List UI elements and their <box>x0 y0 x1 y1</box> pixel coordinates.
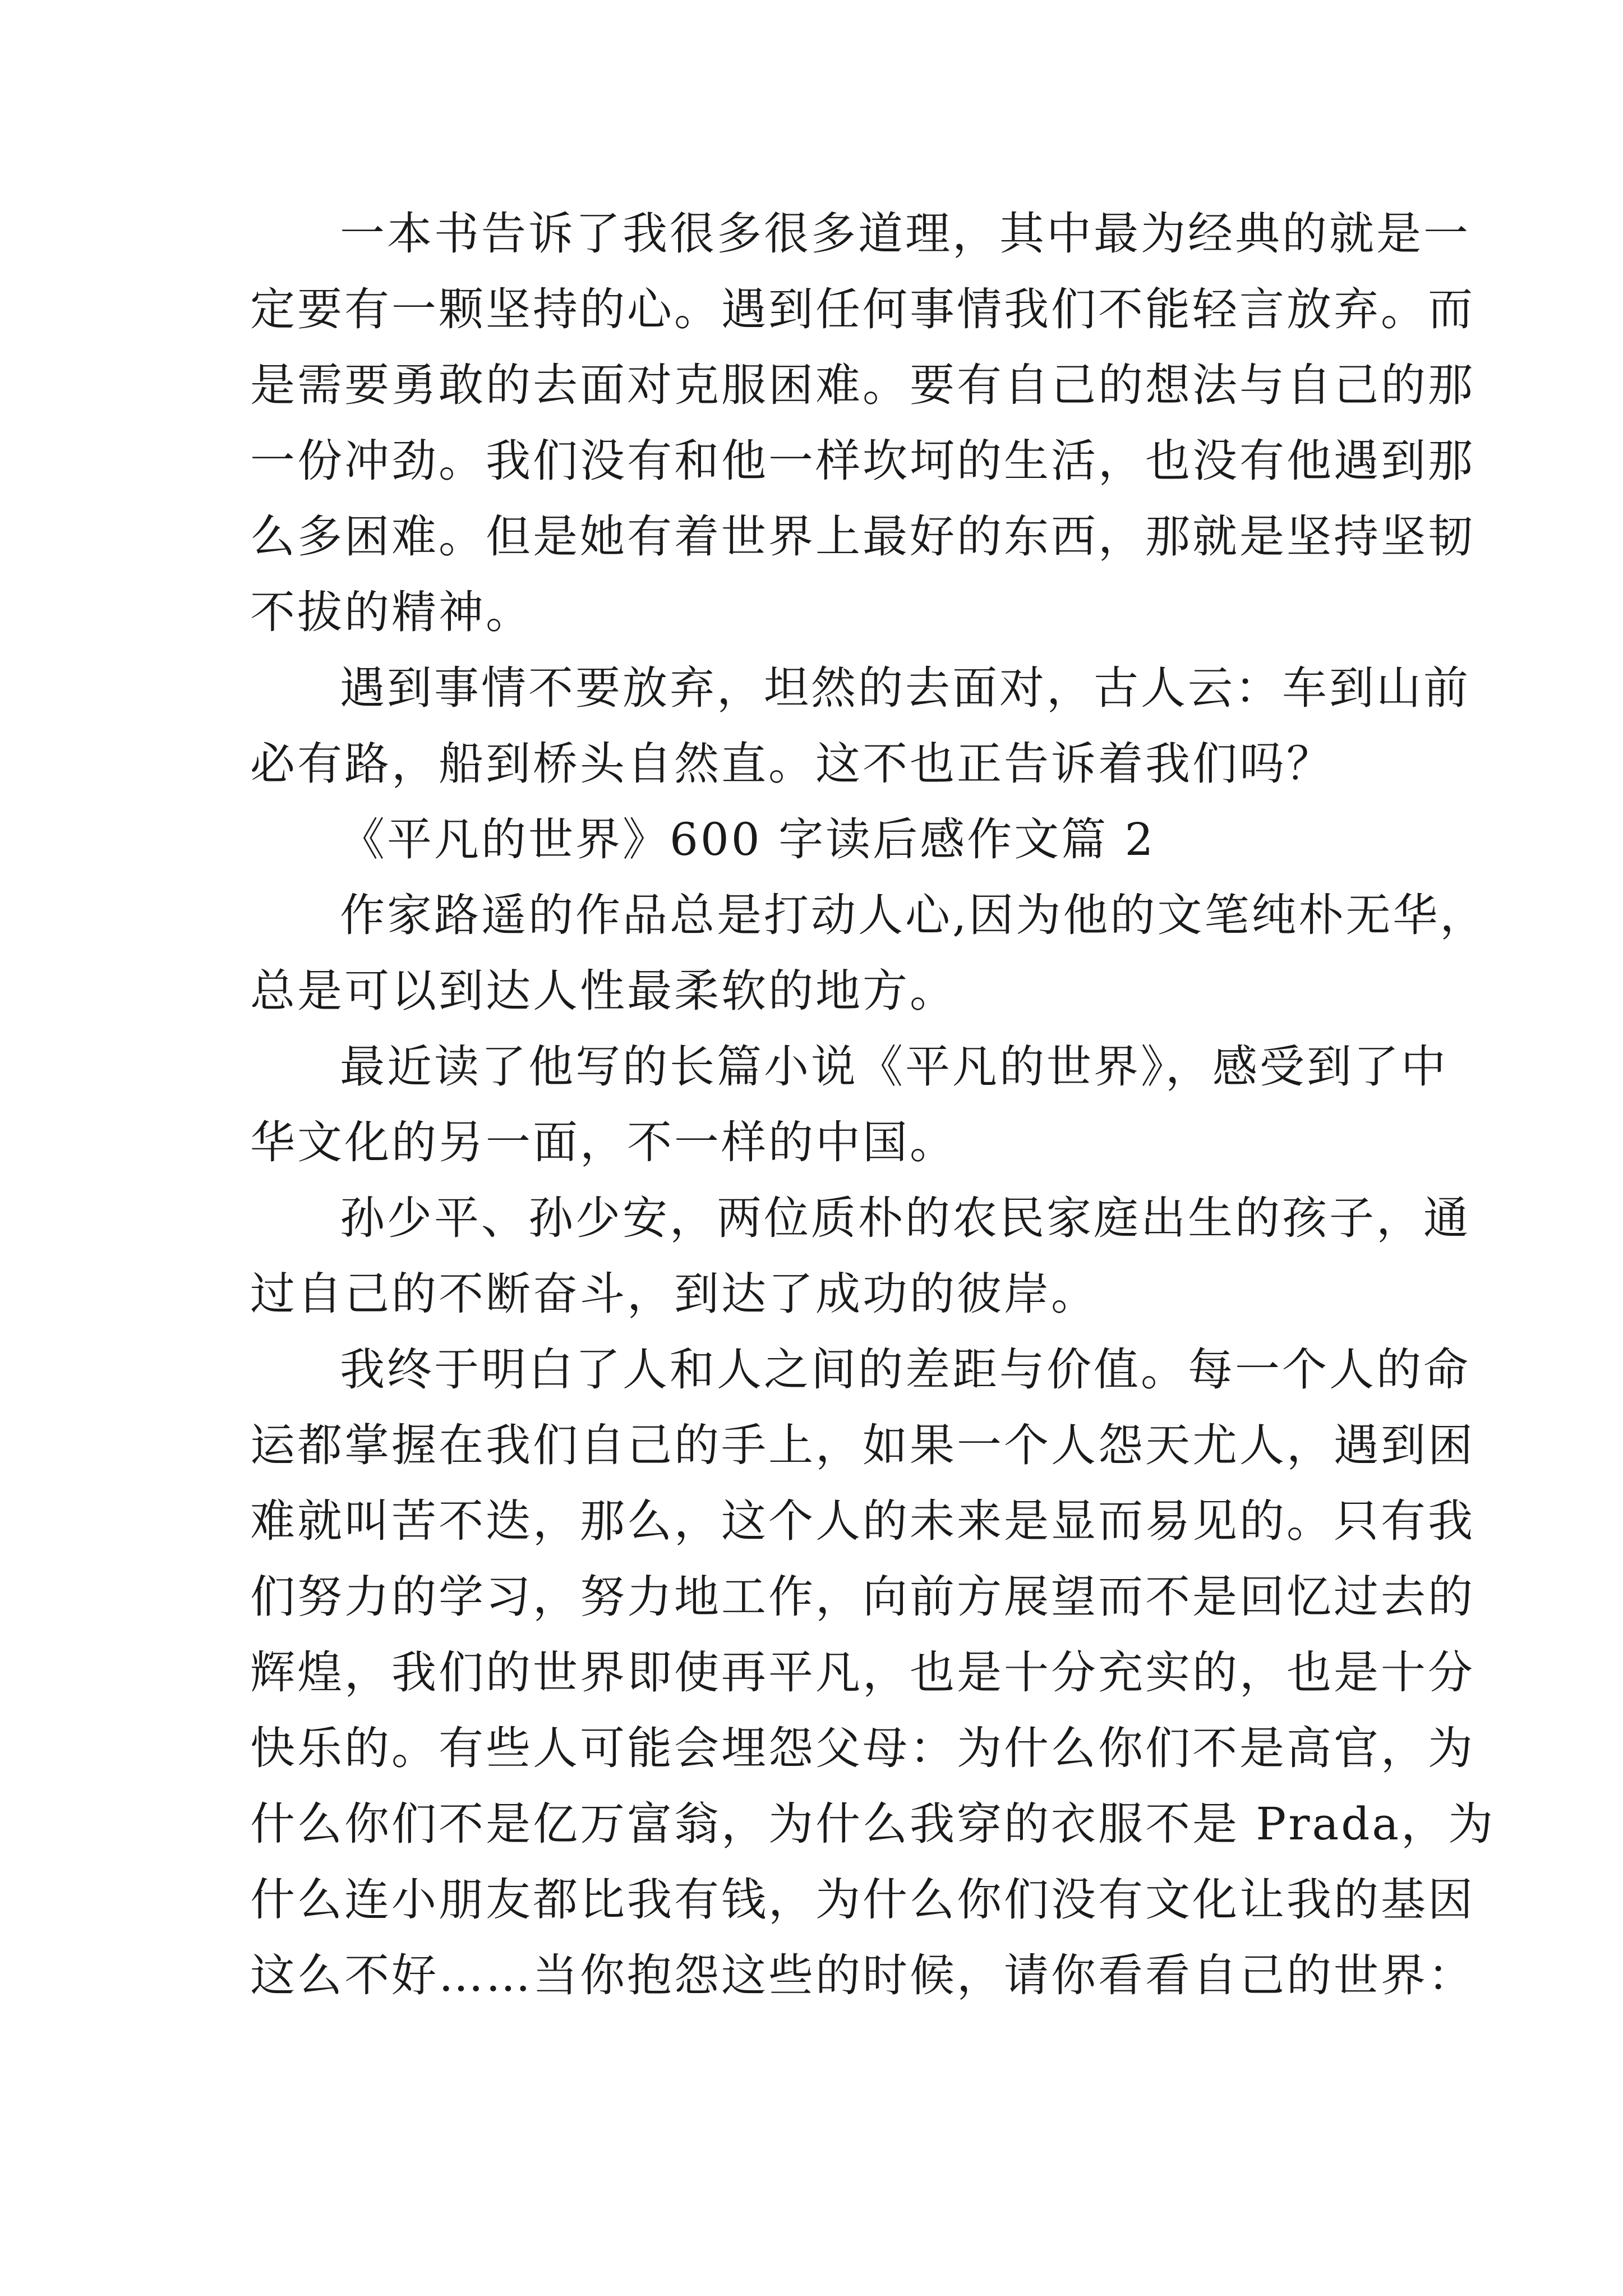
text-line: 这么不好……当你抱怨这些的时候，请你看看自己的世界： <box>250 1949 1475 2001</box>
text-line: 什么你们不是亿万富翁，为什么我穿的衣服不是 Prada，为 <box>250 1798 1496 1850</box>
text-line: 孙少平、孙少安，两位质朴的农民家庭出生的孩子，通 <box>340 1192 1470 1244</box>
text-line: 一份冲劲。我们没有和他一样坎坷的生活，也没有他遇到那 <box>250 435 1475 487</box>
text-line: 作家路遥的作品总是打动人心,因为他的文笔纯朴无华， <box>340 889 1487 941</box>
text-line: 辉煌，我们的世界即使再平凡，也是十分充实的，也是十分 <box>250 1646 1475 1699</box>
text-line: 们努力的学习，努力地工作，向前方展望而不是回忆过去的 <box>250 1571 1475 1623</box>
text-line: 过自己的不断奋斗，到达了成功的彼岸。 <box>250 1268 1098 1320</box>
text-line: 必有路，船到桥头自然直。这不也正告诉着我们吗？ <box>250 738 1334 790</box>
text-line: 总是可以到达人性最柔软的地方。 <box>250 965 957 1017</box>
text-line: 华文化的另一面，不一样的中国。 <box>250 1116 957 1168</box>
section-heading: 《平凡的世界》600 字读后感作文篇 2 <box>340 813 1156 866</box>
text-line: 一本书告诉了我很多很多道理，其中最为经典的就是一 <box>340 208 1470 260</box>
text-line: 难就叫苦不迭，那么，这个人的未来是显而易见的。只有我 <box>250 1495 1475 1547</box>
text-line: 我终于明白了人和人之间的差距与价值。每一个人的命 <box>340 1343 1470 1396</box>
text-line: 运都掌握在我们自己的手上，如果一个人怨天尤人，遇到困 <box>250 1419 1475 1471</box>
text-line: 遇到事情不要放弃，坦然的去面对，古人云：车到山前 <box>340 662 1470 714</box>
text-line: 是需要勇敢的去面对克服困难。要有自己的想法与自己的那 <box>250 359 1475 411</box>
text-line: 不拔的精神。 <box>250 586 533 638</box>
text-line: 快乐的。有些人可能会埋怨父母：为什么你们不是高官，为 <box>250 1722 1475 1774</box>
text-line: 最近读了他写的长篇小说《平凡的世界》，感受到了中 <box>340 1041 1448 1093</box>
text-line: 什么连小朋友都比我有钱，为什么你们没有文化让我的基因 <box>250 1874 1475 1926</box>
text-line: 么多困难。但是她有着世界上最好的东西，那就是坚持坚韧 <box>250 510 1475 563</box>
text-line: 定要有一颗坚持的心。遇到任何事情我们不能轻言放弃。而 <box>250 283 1475 335</box>
